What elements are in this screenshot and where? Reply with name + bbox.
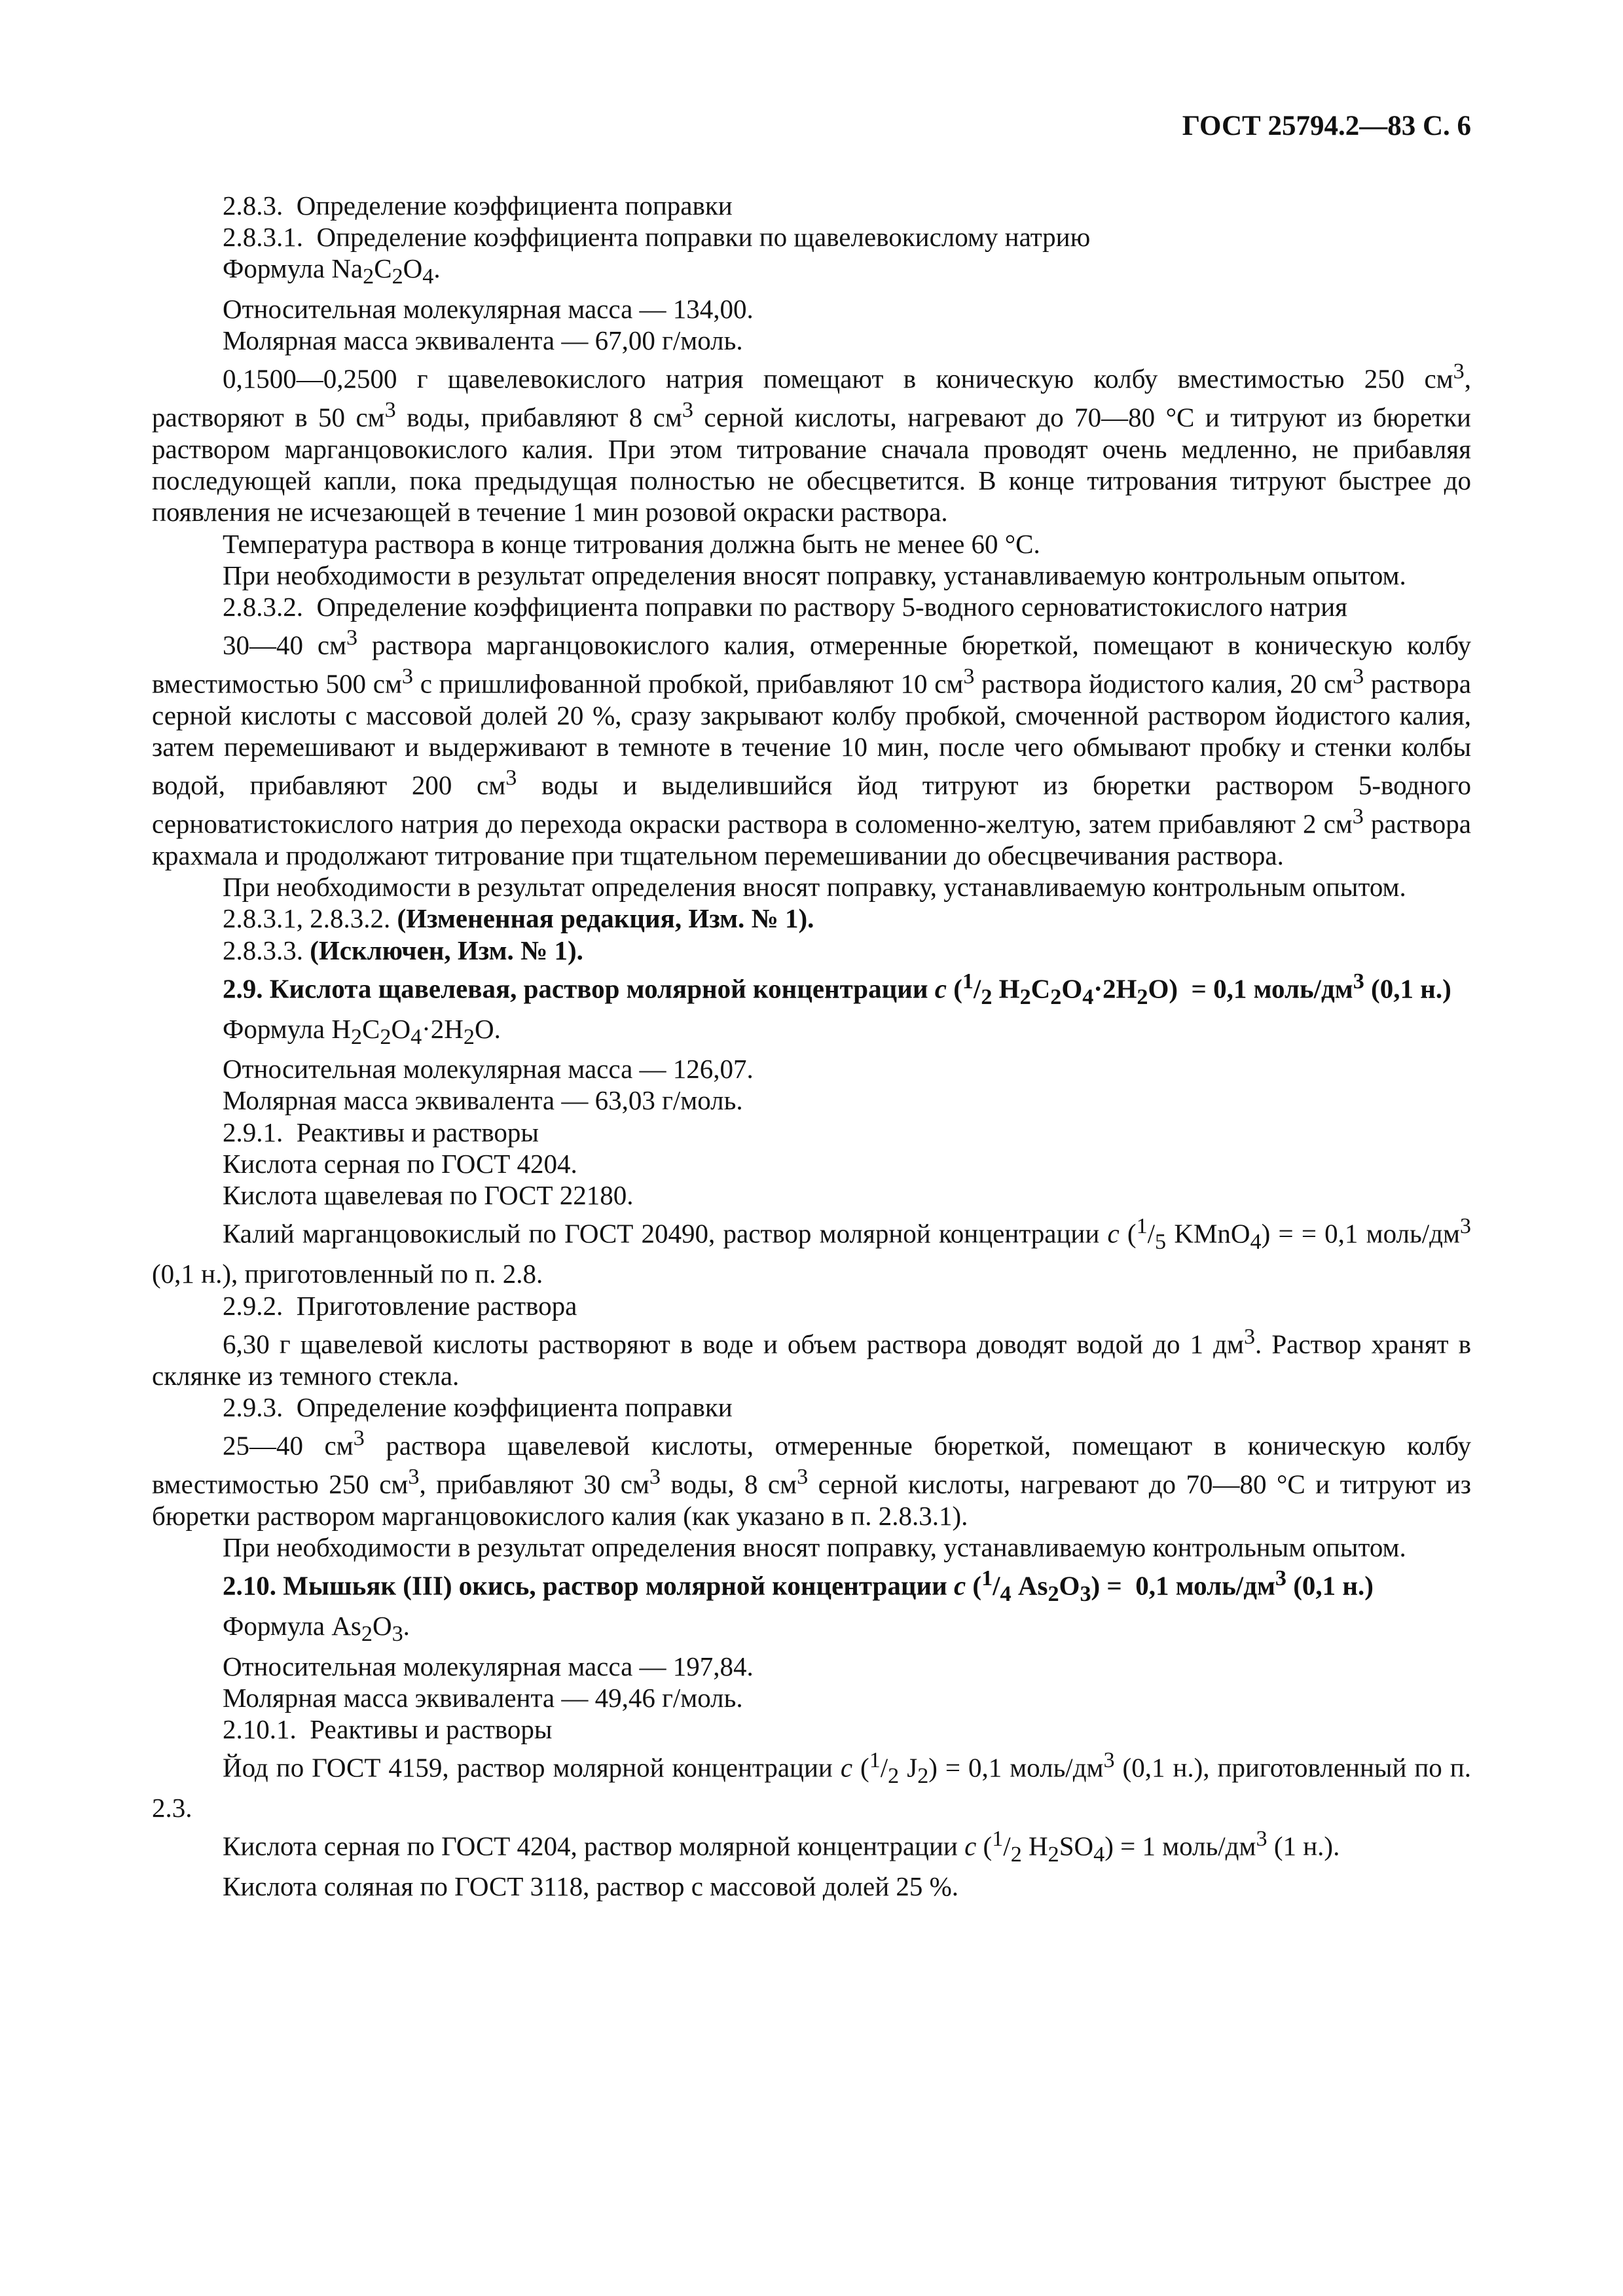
paragraph: Молярная масса эквивалента — 63,03 г/моль.: [223, 1085, 743, 1116]
paragraph: Температура раствора в конце титрования должна быть не менее 60 °С.: [223, 528, 1040, 559]
paragraph: Йод по ГОСТ 4159, раствор молярной концентрации с ($^1/_2$ $J_2) = 0,1$ моль/$дм^3$ (0,1 н.), приготовленный по п. 2.3.: [152, 1748, 1471, 1823]
paragraph: 2.9.1. Реактивы и растворы: [223, 1117, 539, 1147]
paragraph: 30—40 $см^3$ раствора марганцовокислого калия, отмеренные бюреткой, помещают в коническую колбу вместимостью 500 $см^3$ с пришлифованной пробкой, прибавляют 10 $см^3$ раствора йодистого калия, 20 $см^3$ раствора серной кислоты с массовой долей 20 %, сразу закрывают колбу пробкой, смоченной раствором йодистого калия, затем перемешивают и выдерживают в темноте в течение 10 мин, после чего обмывают пробку и стенки колбы водой, прибавляют 200 $см^3$ воды и выделившийся йод титруют из бюретки раствором 5-водного серноватистокислого натрия до перехода окраски раствора в соломенно-желтую, затем прибавляют 2 $см^3$ раствора крахмала и продолжают титрование при тщательном перемешивании до обесцвечивания раствора.: [152, 626, 1472, 870]
paragraph: Калий марганцовокислый по ГОСТ 20490, раствор молярной концентрации с ($^1/_5$ KMnO$_4$) = = 0,1 моль/$дм^3$ (0,1 н.), приготовленный по п. 2.8.: [152, 1214, 1471, 1289]
paragraph: Молярная масса эквивалента — 49,46 г/моль.: [223, 1682, 743, 1713]
paragraph: Кислота соляная по ГОСТ 3118, раствор с массовой долей 25 %.: [223, 1871, 959, 1902]
paragraph: 2.8.3.1, 2.8.3.2. (Измененная редакция, Изм. № 1).: [223, 903, 814, 934]
paragraph: 2.8.3. Определение коэффициента поправки: [223, 190, 733, 221]
paragraph: Относительная молекулярная масса — 134,00.: [223, 293, 754, 324]
paragraph: Относительная молекулярная масса — 126,07.: [223, 1054, 754, 1085]
paragraph: Относительная молекулярная масса — 197,84.: [223, 1651, 754, 1681]
paragraph: 0,1500—0,2500 г щавелевокислого натрия помещают в коническую колбу вместимостью 250 $см^3$, растворяют в 50 $см^3$ воды, прибавляют 8 $см^3$ серной кислоты, нагревают до 70—80 °С и титруют из бюретки раствором марганцовокислого калия. При этом титрование сначала проводят очень медленно, не прибавляя последующей капли, пока предыдущая полностью не обесцветится. В конце титрования титруют быстрее до появления не исчезающей в течение 1 мин розовой окраски раствора.: [152, 359, 1471, 528]
paragraph: Формула $As_2O_3$.: [223, 1611, 410, 1647]
paragraph: 2.9.2. Приготовление раствора: [223, 1290, 577, 1321]
paragraph: 6,30 г щавелевой кислоты растворяют в воде и объем раствора доводят водой до 1 $дм^3$. Раствор хранят в склянке из темного стекла.: [152, 1324, 1471, 1391]
paragraph: Кислота серная по ГОСТ 4204, раствор молярной концентрации с ($^1/_2$ $H_2SO_4) = 1$ моль/$дм^3$ (1 н.).: [223, 1827, 1340, 1867]
paragraph: 25—40 $см^3$ раствора щавелевой кислоты, отмеренные бюреткой, помещают в коническую колбу вместимостью 250 $см^3$, прибавляют 30 $см^3$ воды, 8 $см^3$ серной кислоты, нагревают до 70—80 °С и титруют из бюретки раствором марганцовокислого калия (как указано в п. 2.8.3.1).: [152, 1426, 1471, 1531]
paragraph: Кислота серная по ГОСТ 4204.: [223, 1148, 577, 1179]
paragraph: 2.10.1. Реактивы и растворы: [223, 1713, 553, 1744]
paragraph: 2.9.3. Определение коэффициента поправки: [223, 1391, 733, 1422]
paragraph: При необходимости в результат определения вносят поправку, устанавливаемую контрольным опытом.: [223, 872, 1406, 903]
paragraph: 2.8.3.1. Определение коэффициента поправки по щавелевокислому натрию: [223, 222, 1091, 253]
paragraph: Формула $Na_2C_2O_4$.: [223, 253, 441, 289]
paragraph: Молярная масса эквивалента — 67,00 г/моль.: [223, 325, 743, 355]
paragraph: 2.8.3.2. Определение коэффициента поправки по раствору 5-водного серноватистокислого натрия: [223, 591, 1347, 622]
paragraph: 2.8.3.3. (Исключен, Изм. № 1).: [223, 935, 583, 965]
paragraph: Кислота щавелевая по ГОСТ 22180.: [223, 1180, 634, 1211]
document-body: [152, 190, 1471, 1903]
paragraph: При необходимости в результат определения вносят поправку, устанавливаемую контрольным опытом.: [223, 1532, 1406, 1562]
page-header: ГОСТ 25794.2—83 С. 6: [1182, 111, 1471, 141]
paragraph: Формула $H_2C_2O_4\cdot 2H_2O$.: [223, 1013, 501, 1050]
section-heading: 2.9. Кислота щавелевая, раствор молярной концентрации с ($^1/_2$ $H_2C_2O_4\cdot 2H_2O) = 0,1$ моль/$дм^3$ (0,1 н.): [223, 969, 1451, 1009]
section-heading: 2.10. Мышьяк (III) окись, раствор молярной концентрации с ($^1/_4$ $As_2O_3) = 0,1$ моль/$дм^3$ (0,1 н.): [223, 1566, 1374, 1606]
paragraph: При необходимости в результат определения вносят поправку, устанавливаемую контрольным опытом.: [223, 560, 1406, 590]
